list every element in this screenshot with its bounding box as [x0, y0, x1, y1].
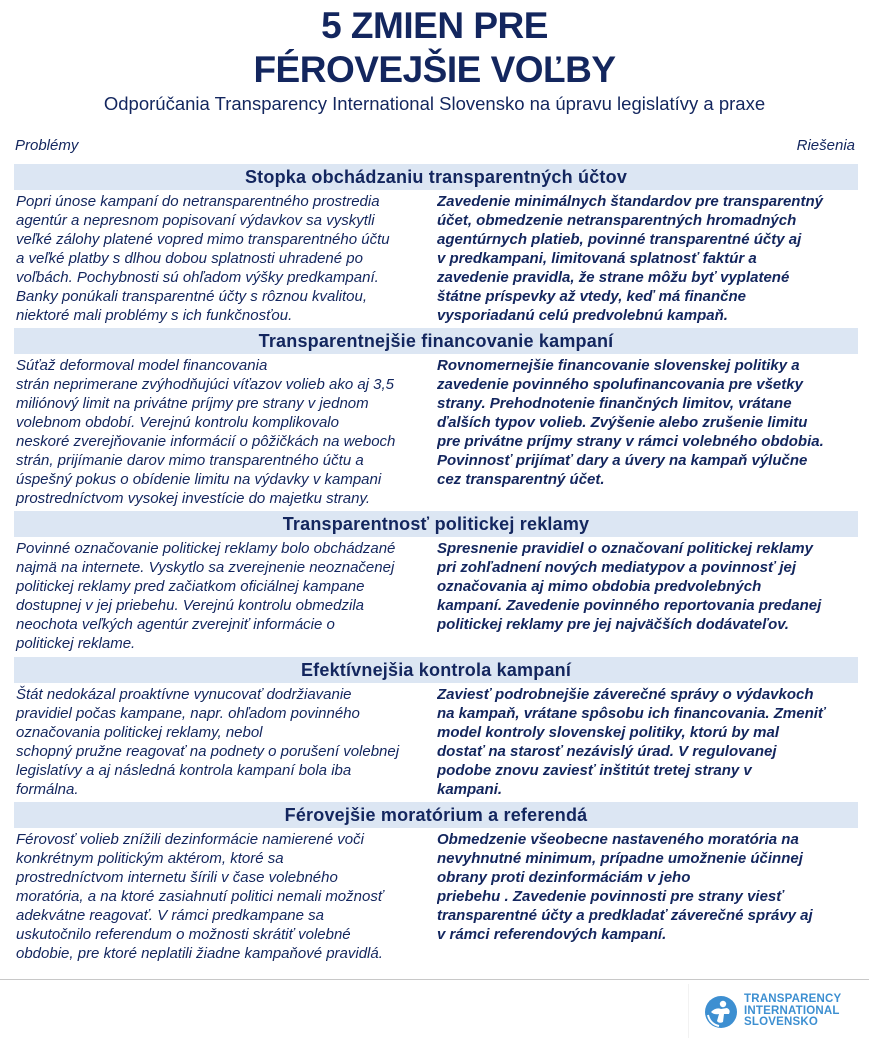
problem-line: Férovosť volieb znížili dezinformácie namierené voči — [16, 831, 364, 848]
solution-line: model kontroly slovenskej politiky, ktorú by mal — [437, 724, 780, 741]
solution-text — [437, 539, 858, 654]
problem-line: volebnom období. Verejnú kontrolu komplikovalo — [16, 414, 339, 431]
problem-line: Banky ponúkali transparentné účty s rôznou kvalitou, — [16, 288, 368, 305]
problem-line: Povinné označovanie politickej reklamy bolo obchádzané — [16, 540, 396, 557]
problem-line: označovania politickej reklamy, nebol — [16, 724, 263, 741]
solution-line: Zavedenie minimálnych štandardov pre transparentný — [437, 193, 823, 210]
solution-line: účet, obmedzenie netransparentných hromadných — [437, 212, 797, 229]
problem-line: Popri únose kampaní do netransparentného prostredia — [16, 193, 380, 210]
logo-line-1: TRANSPARENCY — [744, 993, 842, 1005]
section-content — [14, 683, 858, 802]
section — [14, 328, 858, 511]
problem-line: voľbách. Pochybnosti sú ohľadom výšky predkampaní. — [16, 269, 379, 286]
subtitle: Odporúčania Transparency International Slovensko na úpravu legislatívy a praxe — [103, 93, 766, 114]
problem-line: prostredníctvom vysokej investície do majetku strany. — [16, 490, 371, 507]
solution-text — [437, 192, 858, 325]
solution-text — [437, 830, 858, 968]
solution-line: obrany proti dezinformáciám v jeho — [437, 869, 691, 886]
problem-line: konkrétnym politickým aktérom, ktoré sa — [16, 850, 284, 867]
solution-line: ďalších typov volieb. Zvýšenie alebo zrušenie limitu — [437, 414, 808, 431]
problem-line: schopný pružne reagovať na podnety o porušení volebnej — [16, 743, 400, 760]
section-content — [14, 354, 858, 511]
problem-line: Súťaž deformoval model financovania — [16, 357, 268, 374]
section-content — [14, 537, 858, 657]
solution-line: agentúrnych platieb, povinné transparentné účty aj — [437, 231, 802, 248]
section-title: Stopka obchádzaniu transparentných účtov — [14, 164, 858, 190]
problems-column-label: Problémy — [15, 137, 79, 154]
section-content — [14, 190, 858, 328]
problem-line: adekvátne reagovať. V rámci predkampane sa — [16, 907, 324, 924]
problem-line: najmä na internete. Vyskytlo sa zverejnenie neoznačenej — [16, 559, 395, 576]
solution-line: Obmedzenie všeobecne nastaveného moratória na — [437, 831, 799, 848]
solution-text — [437, 685, 858, 799]
problem-line: moratória, a na ktoré zasiahnutí politici nemali možnosť — [16, 888, 384, 905]
section-content — [14, 828, 858, 971]
section-title: Transparentnosť politickej reklamy — [14, 511, 858, 537]
problem-line: a veľké platby s dlhou dobou splatnosti uhradené po — [16, 250, 363, 267]
section-title: Férovejšie moratórium a referendá — [14, 802, 858, 828]
solution-line: zavedenie povinného spolufinancovania pre všetky — [437, 376, 803, 393]
solution-line: dostať na starosť nezávislý úrad. V regulovanej — [437, 743, 777, 760]
problem-line: niektoré mali problémy s ich funkčnosťou. — [16, 307, 293, 324]
footer-divider — [0, 979, 869, 980]
problem-text — [14, 685, 437, 799]
solution-line: cez transparentný účet. — [437, 471, 605, 488]
solutions-column-label: Riešenia — [796, 137, 855, 154]
problem-line: prostredníctvom internetu šírili v čase volebného — [16, 869, 338, 886]
problem-line: veľké zálohy platené vopred mimo transparentného účtu — [16, 231, 390, 248]
solution-line: vysporiadanú celú predvolebnú kampaň. — [437, 307, 728, 324]
solution-line: kampani. — [437, 781, 503, 798]
solution-line: Zaviesť podrobnejšie záverečné správy o výdavkoch — [437, 686, 814, 703]
solution-line: nevyhnutné minimum, prípadne umožnenie účinnej — [437, 850, 803, 867]
solution-line: podobe znovu zaviesť inštitút tretej strany v — [437, 762, 752, 779]
section-title: Efektívnejšia kontrola kampaní — [14, 657, 858, 683]
problem-line: politickej reklamy pred začiatkom oficiálnej kampane — [16, 578, 365, 595]
problem-line: uskutočnilo referendum o možnosti skrátiť volebné — [16, 926, 351, 943]
problem-line: neskoré zverejňovanie informácií o pôžičkách na weboch — [16, 433, 396, 450]
solution-line: priebehu . Zavedenie povinnosti pre strany viesť — [437, 888, 784, 905]
solution-line: označovania aj mimo obdobia predvolebných — [437, 578, 762, 595]
problem-text — [14, 539, 437, 654]
problem-text — [14, 356, 437, 508]
solution-line: strany. Prehodnotenie finančných limitov, vrátane — [437, 395, 792, 412]
solution-line: na kampaň, vrátane spôsobu ich financovania. Zmeniť — [437, 705, 826, 722]
solution-line: v rámci referendových kampaní. — [437, 926, 667, 943]
problem-text — [14, 830, 437, 968]
problem-line: miliónový limit na privátne príjmy pre strany v jednom — [16, 395, 369, 412]
solution-text — [437, 356, 858, 508]
section — [14, 657, 858, 802]
solution-line: zavedenie pravidla, že strane môžu byť vyplatené — [437, 269, 790, 286]
problem-line: politickej reklame. — [16, 635, 136, 652]
solution-line: pri zohľadnení nových mediatypov a povinnosť jej — [437, 559, 797, 576]
title-line-1: 5 ZMIEN PRE — [321, 5, 548, 46]
problem-line: legislatívy a aj následná kontrola kampaní bola iba — [16, 762, 352, 779]
problem-line: formálna. — [16, 781, 79, 798]
section-title: Transparentnejšie financovanie kampaní — [14, 328, 858, 354]
problem-text — [14, 192, 437, 325]
solution-line: transparentné účty a predkladať záverečné správy aj — [437, 907, 813, 924]
solution-line: v predkampani, limitovaná splatnosť faktúr a — [437, 250, 757, 267]
solution-line: pre privátne príjmy strany v rámci volebného obdobia. — [437, 433, 824, 450]
solution-line: štátne príspevky až vtedy, keď má finančne — [437, 288, 747, 305]
section — [14, 802, 858, 971]
solution-line: Povinnosť prijímať dary a úvery na kampaň výlučne — [437, 452, 808, 469]
problem-line: strán neprimerane zvýhodňujúci víťazov volieb ako aj 3,5 — [16, 376, 395, 393]
sections-table — [14, 164, 858, 971]
problem-line: obdobie, pre ktoré neplatili žiadne kampaňové pravidlá. — [16, 945, 383, 962]
solution-line: Spresnenie pravidiel o označovaní politickej reklamy — [437, 540, 813, 557]
ti-logo-icon — [704, 995, 738, 1029]
problem-line: neochota veľkých agentúr zverejniť informácie o — [16, 616, 335, 633]
problem-line: Štát nedokázal proaktívne vynucovať dodržiavanie — [16, 686, 352, 703]
problem-line: úspešný pokus o obídenie limitu na výdavky v kampani — [16, 471, 382, 488]
problem-line: dostupnej v jej priebehu. Verejnú kontrolu obmedzila — [16, 597, 364, 614]
solution-line: Rovnomernejšie financovanie slovenskej politiky a — [437, 357, 800, 374]
title-line-2: FÉROVEJŠIE VOĽBY — [253, 49, 616, 90]
section — [14, 164, 858, 328]
logo-line-2: INTERNATIONAL — [744, 1004, 840, 1017]
problem-line: pravidiel počas kampane, napr. ohľadom povinného — [16, 705, 360, 722]
problem-line: strán, prijímanie darov mimo transparentného účtu a — [16, 452, 364, 469]
problem-line: agentúr a nepresnom popisovaní výdavkov sa vyskytli — [16, 212, 375, 229]
solution-line: politickej reklamy pre jej najväčších dodávateľov. — [437, 616, 789, 633]
ti-slovensko-logo — [688, 984, 869, 1038]
logo-line-3: SLOVENSKO — [744, 1016, 819, 1028]
section — [14, 511, 858, 657]
page-title — [0, 4, 869, 92]
logo-text — [744, 994, 841, 1029]
solution-line: kampaní. Zavedenie povinného reportovania predanej — [437, 597, 822, 614]
